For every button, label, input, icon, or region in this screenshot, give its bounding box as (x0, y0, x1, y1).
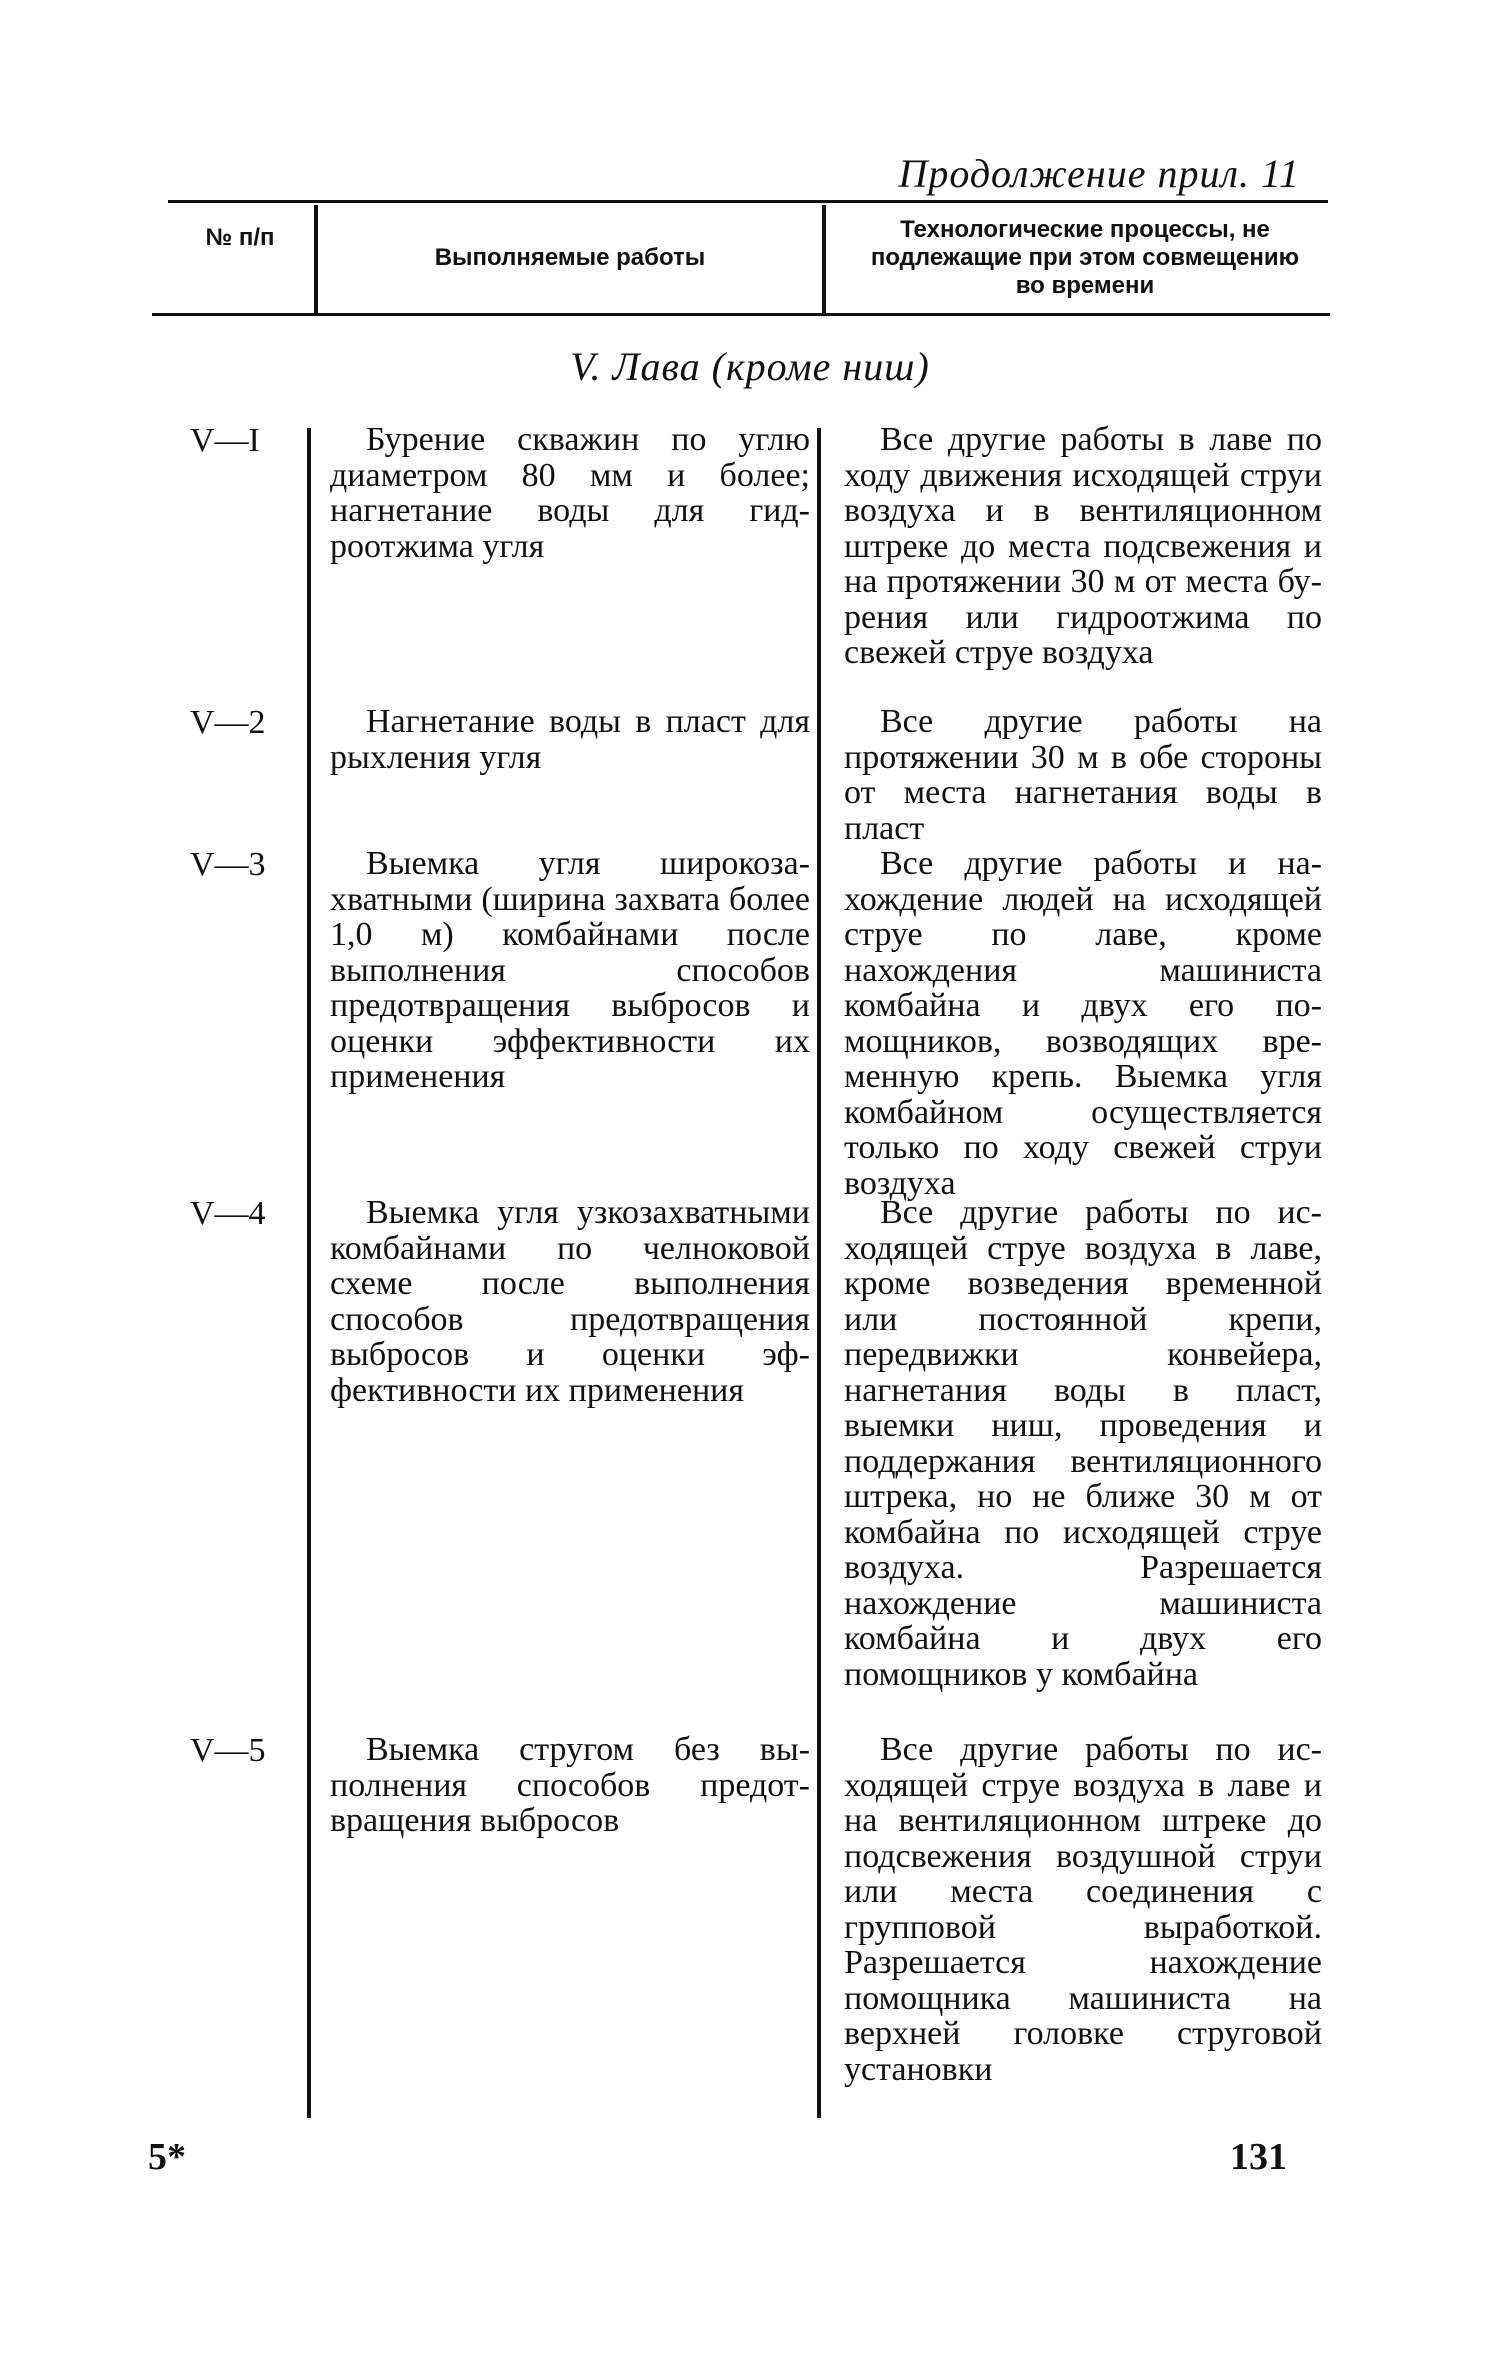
header-divider-right (822, 205, 826, 313)
row-work-text: Выемка стругом без выполнения способов предотвращения выбросов (330, 1731, 810, 1839)
row-number: V—2 (190, 704, 266, 741)
row-processes-text: Все другие работы в лаве по ходу движения исходящей струи воздуха и в вентиляционном штреке до места подсвежения и на протяжении 30 м от места бурения или гидроотжима по свежей струе воздуха (844, 421, 1322, 671)
row-number: V—I (190, 422, 260, 459)
signature-mark: 5* (148, 2136, 186, 2178)
page-number: 131 (1230, 2136, 1287, 2178)
row-number: V—4 (190, 1195, 266, 1232)
row-work-text: Бурение скважин по углю диаметром 80 мм и более; нагнетание воды для гидроотжима угля (330, 421, 810, 565)
row-work-text: Выемка угля узкозахватными комбайнами по челноковой схеме после выполнения способов предотвращения выбросов и оценки эффективности их применения (330, 1194, 810, 1409)
body-divider-left (307, 428, 311, 2118)
body-divider-right (817, 428, 821, 2118)
row-work-text: Выемка угля широкозахватными (ширина захвата более 1,0 м) комбайнами после выполнения способов предотвращения выбросов и оценки эффективности их применения (330, 845, 810, 1095)
header-col-processes (855, 216, 1315, 300)
row-number: V—5 (190, 1732, 266, 1769)
row-processes-text: Все другие работы по исходящей струе воздуха в лаве и на вентиляционном штреке до подсвежения воздушной струи или места соединения с групповой выработкой. Разрешается нахождение помощника машиниста на верхней головке струговой установки (844, 1731, 1322, 2088)
row-processes-text: Все другие работы по исходящей струе воздуха в лаве, кроме возведения временной или постоянной крепи, передвижки конвейера, нагнетания воды в пласт, выемки ниш, проведения и поддержания вентиляционного штрека, но не ближе 30 м от комбайна по исходящей струе воздуха. Разрешается нахождение машиниста комбайна и двух его помощников у комбайна (844, 1194, 1322, 1693)
header-bottom-rule (152, 313, 1330, 316)
header-col-processes-label: Технологические процессы, не подлежащие при этом совмещению во времени (870, 216, 1300, 299)
header-col-num-label: № п/п (205, 224, 275, 251)
section-title: V. Лава (кроме ниш) (570, 344, 930, 389)
header-divider-left (314, 205, 318, 313)
row-number: V—3 (190, 846, 266, 883)
table-top-rule (168, 200, 1328, 203)
row-processes-text: Все другие работы и нахождение людей на исходящей струе по лаве, кроме нахождения машиниста комбайна и двух его помощников, возводящих временную крепь. Выемка угля комбайном осуществляется только по ходу свежей струи воздуха (844, 845, 1322, 1202)
header-col-work-label: Выполняемые работы (434, 244, 706, 271)
header-col-work (320, 244, 820, 272)
continuation-title: Продолжение прил. 11 (898, 151, 1300, 196)
header-col-num (170, 224, 310, 252)
row-processes-text: Все другие работы на протяжении 30 м в обе стороны от места нагнетания воды в пласт (844, 703, 1322, 847)
row-work-text: Нагнетание воды в пласт для рыхления угля (330, 703, 810, 776)
